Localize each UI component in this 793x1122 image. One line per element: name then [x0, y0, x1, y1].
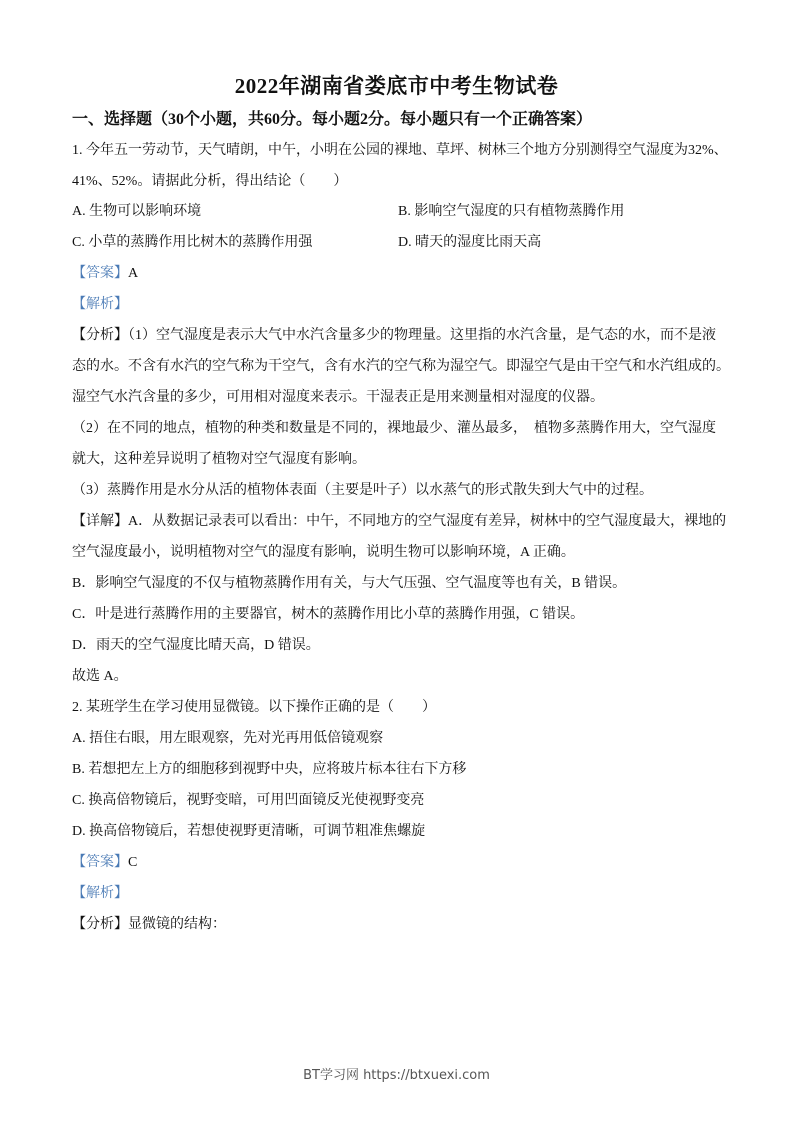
conclusion-line: 故选 A。	[72, 669, 128, 684]
question-2-option-d: D. 换高倍物镜后，若想使视野更清晰，可调节粗准焦螺旋	[72, 824, 426, 839]
answer-value: C	[128, 855, 138, 870]
analysis-line: （3）蒸腾作用是水分从活的植物体表面（主要是叶子）以水蒸气的形式散失到大气中的过程。	[72, 483, 653, 498]
question-1-option-c: C. 小草的蒸腾作用比树木的蒸腾作用强	[72, 235, 313, 250]
question-1-analysis-label: 【解析】	[72, 297, 128, 312]
analysis-line: （2）在不同的地点，植物的种类和数量是不同的，裸地最少、灌丛最多， 植物多蒸腾作用大，空气湿度	[72, 421, 716, 436]
question-2-option-b: B. 若想把左上方的细胞移到视野中央，应将玻片标本往右下方移	[72, 762, 467, 777]
analysis-line: 湿空气水汽含量的多少，可用相对湿度来表示。干湿表正是用来测量相对湿度的仪器。	[72, 390, 604, 405]
question-2-analysis-label: 【解析】	[72, 886, 128, 901]
footer-watermark: BT学习网 https://btxuexi.com	[303, 1068, 490, 1083]
detail-line: B．影响空气湿度的不仅与植物蒸腾作用有关，与大气压强、空气温度等也有关，B 错误。	[72, 576, 627, 591]
question-1-option-a: A. 生物可以影响环境	[72, 204, 202, 219]
question-1-stem-line-1: 1. 今年五一劳动节，天气晴朗，中午，小明在公园的裸地、草坪、树林三个地方分别测得空气湿度为32%、	[72, 143, 728, 158]
question-2-answer	[72, 854, 137, 872]
detail-line: 空气湿度最小，说明植物对空气的湿度有影响，说明生物可以影响环境，A 正确。	[72, 545, 575, 560]
analysis-line: 【分析】（1）空气湿度是表示大气中水汽含量多少的物理量。这里指的水汽含量，是气态的水，而不是液	[72, 328, 716, 343]
question-2-option-a: A. 捂住右眼，用左眼观察，先对光再用低倍镜观察	[72, 731, 384, 746]
analysis-line: 态的水。不含有水汽的空气称为干空气，含有水汽的空气称为湿空气。即湿空气是由干空气和水汽组成的。	[72, 359, 730, 374]
question-1-option-b: B. 影响空气湿度的只有植物蒸腾作用	[398, 204, 625, 219]
detail-line: C．叶是进行蒸腾作用的主要器官，树木的蒸腾作用比小草的蒸腾作用强，C 错误。	[72, 607, 585, 622]
question-1-answer	[72, 265, 138, 283]
question-1-option-d: D. 晴天的湿度比雨天高	[398, 235, 542, 250]
section-heading: 一、选择题（30个小题，共60分。每小题2分。每小题只有一个正确答案）	[72, 111, 593, 128]
question-2-option-c: C. 换高倍物镜后，视野变暗，可用凹面镜反光使视野变亮	[72, 793, 425, 808]
question-1-stem-line-2: 41%、52%。请据此分析，得出结论（ ）	[72, 174, 348, 189]
analysis-line: 【分析】显微镜的结构：	[72, 917, 226, 932]
detail-line: 【详解】A．从数据记录表可以看出：中午，不同地方的空气湿度有差异，树林中的空气湿度最大，裸地的	[72, 514, 727, 529]
page-title: 2022年湖南省娄底市中考生物试卷	[234, 74, 559, 98]
question-2-stem: 2. 某班学生在学习使用显微镜。以下操作正确的是（ ）	[72, 700, 436, 715]
answer-value: A	[128, 266, 139, 281]
answer-label: 【答案】	[72, 855, 128, 870]
detail-line: D．雨天的空气湿度比晴天高，D 错误。	[72, 638, 320, 653]
analysis-line: 就大，这种差异说明了植物对空气湿度有影响。	[72, 452, 366, 467]
answer-label: 【答案】	[72, 266, 128, 281]
